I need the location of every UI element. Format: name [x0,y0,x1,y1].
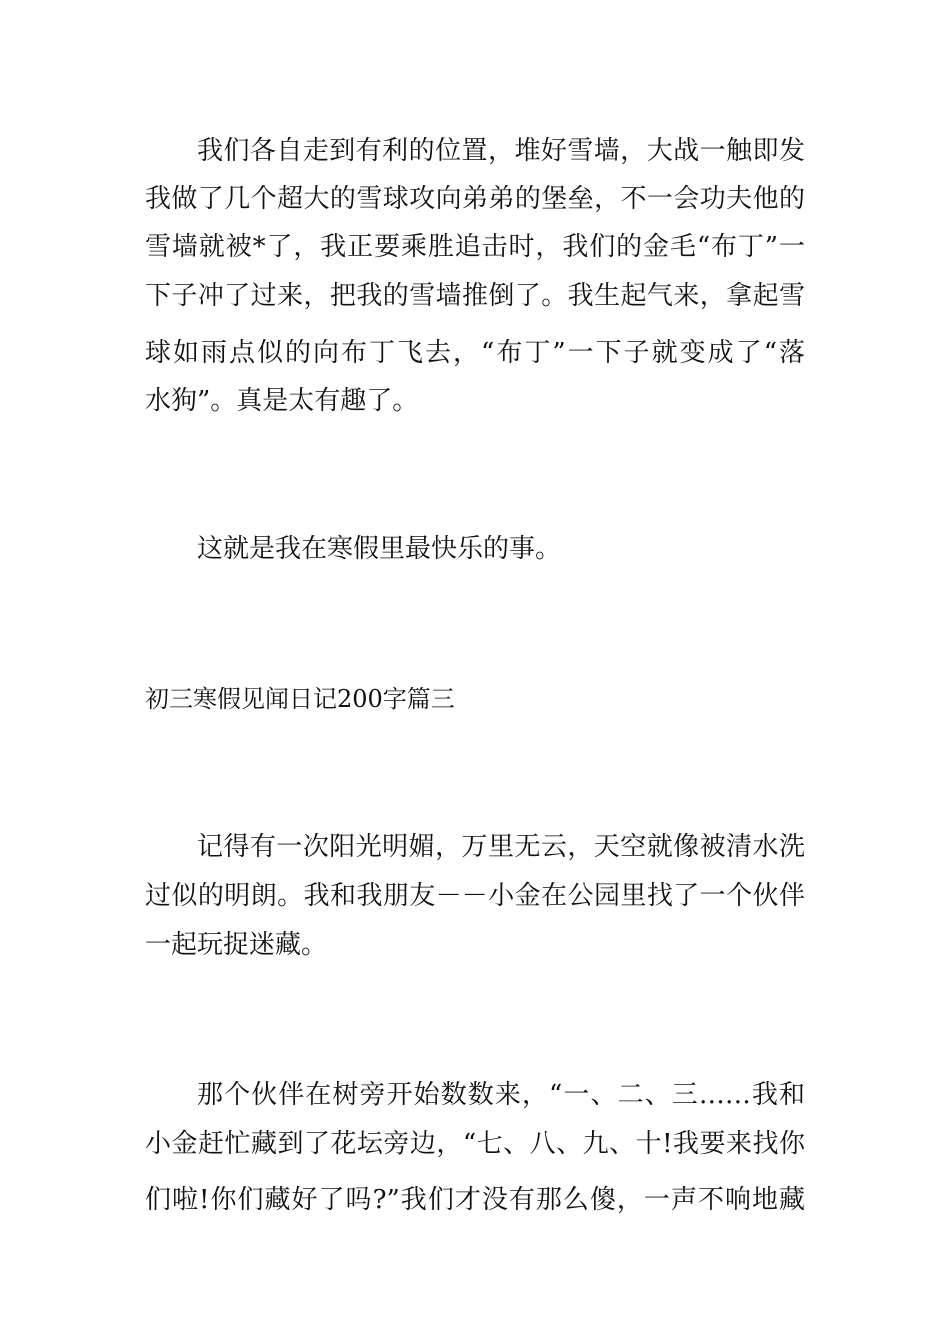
paragraph-1-line-6: 水狗”。真是太有趣了。 [145,386,419,416]
paragraph-1-line-5: 球如雨点似的向布丁飞去，“布丁”一下子就变成了“落 [145,338,805,368]
paragraph-4-line-3: 们啦!你们藏好了吗?”我们才没有那么傻，一声不响地藏 [145,1185,805,1215]
paragraph-4-line-2: 小金赶忙藏到了花坛旁边，“七、八、九、十!我要来找你 [145,1129,805,1159]
paragraph-4-line-1: 那个伙伴在树旁开始数数来，“一、二、三……我和 [197,1080,805,1110]
paragraph-3-line-2: 过似的明朗。我和我朋友－－小金在公园里找了一个伙伴 [145,881,805,911]
section-heading: 初三寒假见闻日记200字篇三 [145,685,455,713]
paragraph-1-line-3: 雪墙就被*了，我正要乘胜追击时，我们的金毛“布丁”一 [145,232,805,262]
paragraph-1-line-2: 我做了几个超大的雪球攻向弟弟的堡垒，不一会功夫他的 [145,184,805,214]
paragraph-2-line-1: 这就是我在寒假里最快乐的事。 [197,534,562,564]
paragraph-3-line-3: 一起玩捉迷藏。 [145,930,328,960]
paragraph-1-line-1: 我们各自走到有利的位置，堆好雪墙，大战一触即发 [197,136,805,166]
paragraph-3-line-1: 记得有一次阳光明媚，万里无云，天空就像被清水洗 [197,832,805,862]
paragraph-1-line-4: 下子冲了过来，把我的雪墙推倒了。我生起气来，拿起雪 [145,281,805,311]
